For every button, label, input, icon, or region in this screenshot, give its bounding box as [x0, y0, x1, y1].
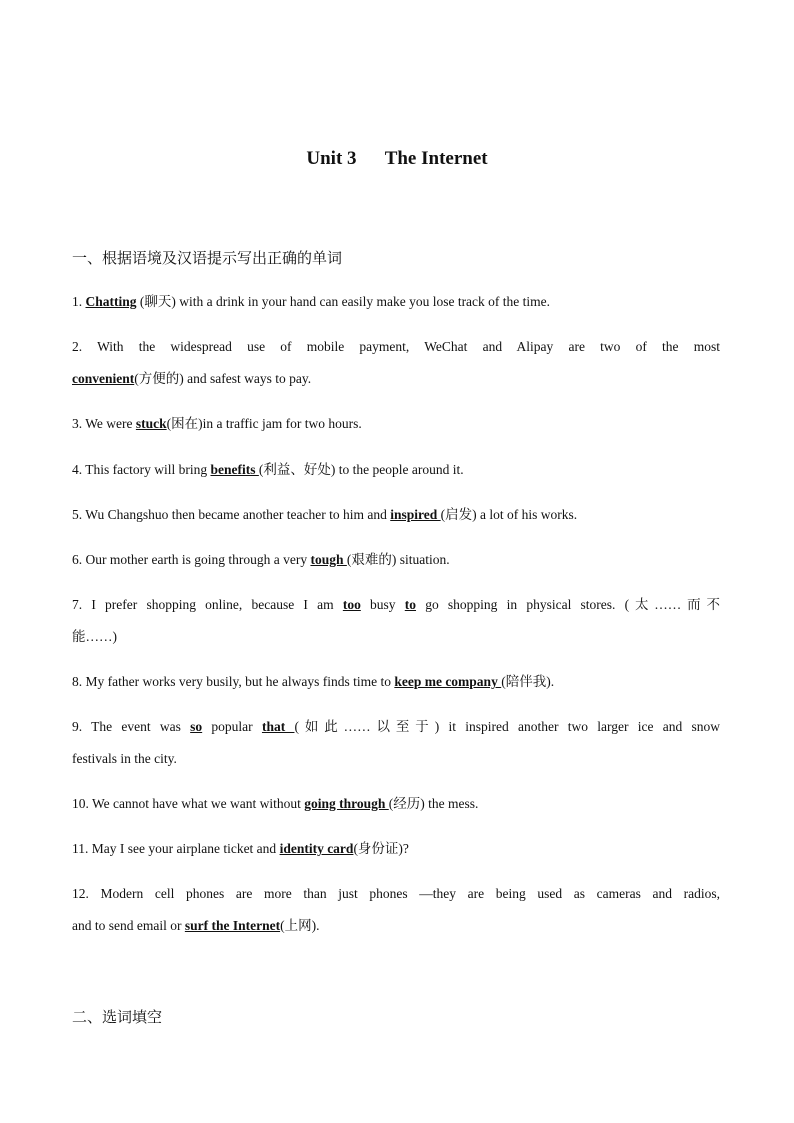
- sentence-text: festivals in the city.: [72, 751, 177, 766]
- exercise-5-line-1: [72, 505, 720, 525]
- sentence-text: 6. Our mother earth is going through a very: [72, 552, 311, 567]
- exercise-8-line-1: [72, 672, 720, 692]
- exercise-12-line-2: [72, 916, 720, 936]
- section-heading-1: 一、根据语境及汉语提示写出正确的单词: [72, 251, 343, 267]
- sentence-text: 能……): [72, 629, 117, 644]
- sentence-text: 4. This factory will bring: [72, 462, 211, 477]
- sentence-text: 5. Wu Changshuo then became another teacher to him and: [72, 507, 391, 522]
- section-heading-2: 二、选词填空: [72, 1010, 163, 1026]
- answer-word: convenient: [72, 371, 135, 386]
- exercise-7-line-1: [72, 595, 720, 615]
- exercise-12-line-1: [72, 884, 720, 904]
- answer-word: surf the Internet: [184, 918, 281, 933]
- sentence-text: 1.: [72, 294, 86, 309]
- exercise-2-line-2: [72, 369, 720, 389]
- sentence-text: 10. We cannot have what we want without: [72, 796, 305, 811]
- answer-word: that: [261, 719, 295, 734]
- sentence-text: (如此……以至于) it inspired another two larger ice and snow: [294, 719, 720, 734]
- answer-word: so: [190, 719, 203, 734]
- answer-word: keep me company: [394, 674, 502, 689]
- exercise-2-line-1: [72, 337, 720, 357]
- sentence-text: (方便的) and safest ways to pay.: [134, 371, 312, 386]
- sentence-text: and to send email or: [72, 918, 185, 933]
- sentence-text: (利益、好处) to the people around it.: [258, 462, 464, 477]
- answer-word: tough: [310, 552, 347, 567]
- sentence-text: popular: [202, 719, 262, 734]
- answer-word: benefits: [210, 462, 259, 477]
- sentence-text: 12. Modern cell phones are more than just phones —they are being used as cameras and radios,: [72, 886, 720, 901]
- sentence-text: (陪伴我).: [501, 674, 555, 689]
- exercise-3-line-1: [72, 414, 720, 434]
- sentence-text: 9. The event was: [72, 719, 191, 734]
- answer-word: going through: [304, 796, 389, 811]
- sentence-text: (艰难的) situation.: [346, 552, 450, 567]
- page-title: Unit 3 The Internet: [306, 148, 488, 169]
- answer-word: too: [342, 597, 361, 612]
- sentence-text: 7. I prefer shopping online, because I am: [72, 597, 343, 612]
- answer-word: to: [404, 597, 417, 612]
- sentence-text: (上网).: [280, 918, 320, 933]
- exercise-11-line-1: [72, 839, 720, 859]
- sentence-text: 3. We were: [72, 416, 136, 431]
- sentence-text: busy: [360, 597, 405, 612]
- sentence-text: (启发) a lot of his works.: [440, 507, 578, 522]
- sentence-text: (聊天) with a drink in your hand can easily make you lose track of the time.: [136, 294, 551, 309]
- answer-word: identity card: [279, 841, 354, 856]
- sentence-text: (身份证)?: [353, 841, 409, 856]
- sentence-text: 11. May I see your airplane ticket and: [72, 841, 280, 856]
- exercise-7-line-2: [72, 627, 720, 647]
- sentence-text: 2. With the widespread use of mobile payment, WeChat and Alipay are two of the most: [72, 339, 720, 354]
- sentence-text: go shopping in physical stores. (太……而不: [416, 597, 720, 612]
- sentence-text: (经历) the mess.: [388, 796, 479, 811]
- exercise-4-line-1: [72, 460, 720, 480]
- answer-word: Chatting: [85, 294, 137, 309]
- answer-word: stuck: [135, 416, 167, 431]
- answer-word: inspired: [390, 507, 441, 522]
- exercise-9-line-2: [72, 749, 720, 769]
- exercise-1-line-1: [72, 292, 720, 312]
- exercise-10-line-1: [72, 794, 720, 814]
- sentence-text: 8. My father works very busily, but he always finds time to: [72, 674, 395, 689]
- exercise-6-line-1: [72, 550, 720, 570]
- sentence-text: (困在)in a traffic jam for two hours.: [166, 416, 362, 431]
- exercise-9-line-1: [72, 717, 720, 737]
